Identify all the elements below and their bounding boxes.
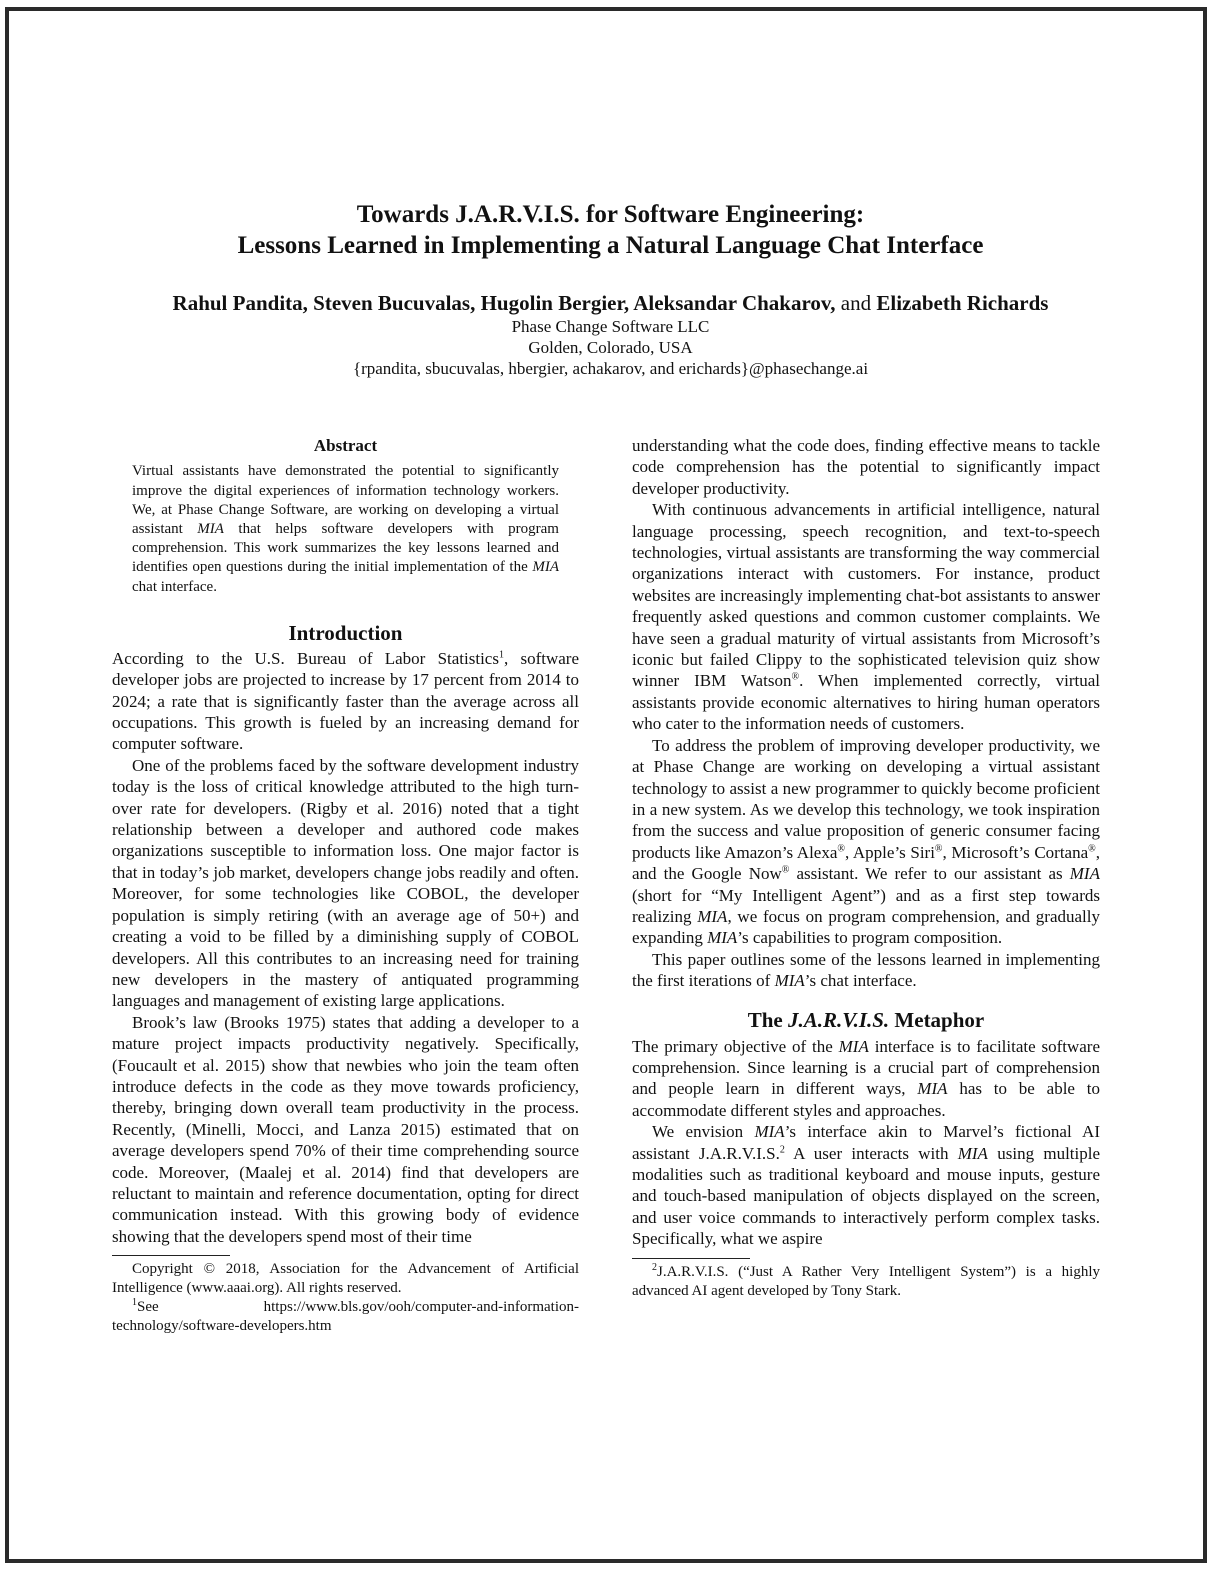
footnote-1: $^1$See https://www.bls.gov/ooh/computer-and-information-technology/software-developers.htm bbox=[112, 1297, 579, 1335]
left-footnotes bbox=[112, 1260, 579, 1336]
affiliation-location: Golden, Colorado, USA bbox=[528, 338, 693, 357]
affiliation-emails: {rpandita, sbucuvalas, hbergier, achakarov, and erichards}@phasechange.ai bbox=[352, 359, 869, 378]
right-column bbox=[632, 435, 1100, 1301]
jarvis-paragraph-1: The primary objective of the MIA interface is to facilitate software comprehension. Since learning is a crucial part of comprehension and people learn in different ways, MIA has to be able to accommodate different styles and approaches. bbox=[632, 1036, 1101, 1120]
title-line-2: Lessons Learned in Implementing a Natural Language Chat Interface bbox=[237, 232, 984, 259]
abstract-heading: Abstract bbox=[313, 436, 378, 455]
title-line-1: Towards J.A.R.V.I.S. for Software Engineering: bbox=[356, 201, 865, 228]
mia-name: MIA bbox=[532, 559, 559, 576]
right-paragraph-2: To address the problem of improving developer productivity, we at Phase Change are working on developing a virtual assistant technology to assist a new programmer to quickly become proficient in a new system. As we develop this technology, we took inspiration from the success and value proposition of generic consumer facing products like Amazon’s Alexa®, Apple’s Siri®, Microsoft’s Cortana®, and the Google Now® assistant. We refer to our assistant as MIA (short for “My Intelligent Agent”) and as a first step towards realizing MIA, we focus on program comprehension, and gradually expanding MIA’s capabilities to program composition. bbox=[632, 735, 1100, 948]
footnote-ref-2: 2 bbox=[779, 1143, 785, 1155]
mia-name: MIA bbox=[197, 521, 224, 538]
footnote-2: $^2$J.A.R.V.I.S. (“Just A Rather Very Intelligent System”) is a highly advanced AI agent developed by Tony Stark. bbox=[632, 1261, 1100, 1299]
author-conjunction: and bbox=[840, 291, 872, 315]
intro-paragraph-2: One of the problems faced by the software development industry today is the loss of critical knowledge attributed to the high turn-over rate for developers. (Rigby et al. 2016) noted that a tight relationship between a developer and authored code makes organizations susceptible to information loss. One major factor is that in today’s job market, developers change jobs readily and often. Moreover, for some technologies like COBOL, the developer population is simply retiring (with an average age of 50+) and creating a void to be filled by a diminishing supply of COBOL developers. All this contributes to an increasing need for training new developers in the mastery of antiquated programming languages and management of existing large applications. bbox=[112, 755, 579, 1011]
left-column bbox=[112, 435, 579, 1336]
intro-paragraph-3: Brook’s law (Brooks 1975) states that adding a developer to a mature project impacts productivity negatively. Specifically, (Foucault et al. 2015) show that newbies who join the team often introduce defects in the code as they move towards proficiency, thereby, bringing down overall team productivity in the process. Recently, (Minelli, Mocci, and Lanza 2015) estimated that on average developers spend 70% of their time comprehending source code. Moreover, (Maalej et al. 2014) find that developers are reluctant to maintain and reference documentation, opting for direct communication instead. With this growing body of evidence showing that the developers spend most of their time bbox=[112, 1012, 579, 1246]
footnote-rule bbox=[112, 1255, 230, 1256]
footnote-rule bbox=[632, 1258, 750, 1259]
right-paragraph-0: understanding what the code does, finding effective means to tackle code comprehension has the potential to significantly impact developer productivity. bbox=[632, 436, 1100, 498]
affiliation-org: Phase Change Software LLC bbox=[511, 317, 710, 336]
copyright-notice: Copyright © 2018, Association for the Advancement of Artificial Intelligence (www.aaai.org). All rights reserved. bbox=[112, 1261, 579, 1297]
affiliation bbox=[0, 316, 1221, 379]
author-list bbox=[0, 290, 1221, 316]
jarvis-heading: The J.A.R.V.I.S. Metaphor bbox=[747, 1007, 985, 1032]
intro-heading: Introduction bbox=[288, 620, 403, 645]
right-footnotes bbox=[632, 1263, 1100, 1301]
jarvis-paragraph-2: We envision MIA’s interface akin to Marvel’s fictional AI assistant J.A.R.V.I.S.$^2$ A user interacts with MIA using multiple modalities such as traditional keyboard and mouse inputs, gesture and touch-based manipulation of objects displayed on the screen, and user voice commands to interactively perform complex tasks. Specifically, what we aspire bbox=[632, 1122, 1101, 1249]
abstract-body: Virtual assistants have demonstrated the potential to significantly improve the digital experiences of information technology workers. We, at Phase Change Software, are working on developing a virtual assistant MIA that helps software developers with program comprehension. This work summarizes the key lessons learned and identifies open questions during the initial implementation of the MIA chat interface. bbox=[132, 463, 559, 595]
right-paragraph-1: With continuous advancements in artificial intelligence, natural language processing, speech recognition, and text-to-speech technologies, virtual assistants are transforming the way commercial organizations interact with customers. For instance, product websites are increasingly implementing chat-bot assistants to answer frequently asked questions and common customer complaints. We have seen a gradual maturity of virtual assistants from Microsoft’s iconic but failed Clippy to the sophisticated television quiz show winner IBM Watson®. When implemented correctly, virtual assistants provide economic alternatives to hiring human operators who cater to the information needs of customers. bbox=[632, 500, 1100, 734]
author-last: Elizabeth Richards bbox=[876, 291, 1049, 315]
paper-title bbox=[0, 199, 1221, 261]
right-paragraph-3: This paper outlines some of the lessons learned in implementing the first iterations of MIA’s chat interface. bbox=[632, 949, 1100, 991]
intro-paragraph-1: According to the U.S. Bureau of Labor Statistics$^1$, software developer jobs are projected to increase by 17 percent from 2014 to 2024; a rate that is significantly faster than the average across all occupations. This growth is fueled by an increasing demand for computer software. bbox=[112, 648, 579, 754]
footnote-ref-1: 1 bbox=[498, 649, 504, 661]
author-names: Rahul Pandita, Steven Bucuvalas, Hugolin Bergier, Aleksandar Chakarov, bbox=[172, 291, 836, 315]
